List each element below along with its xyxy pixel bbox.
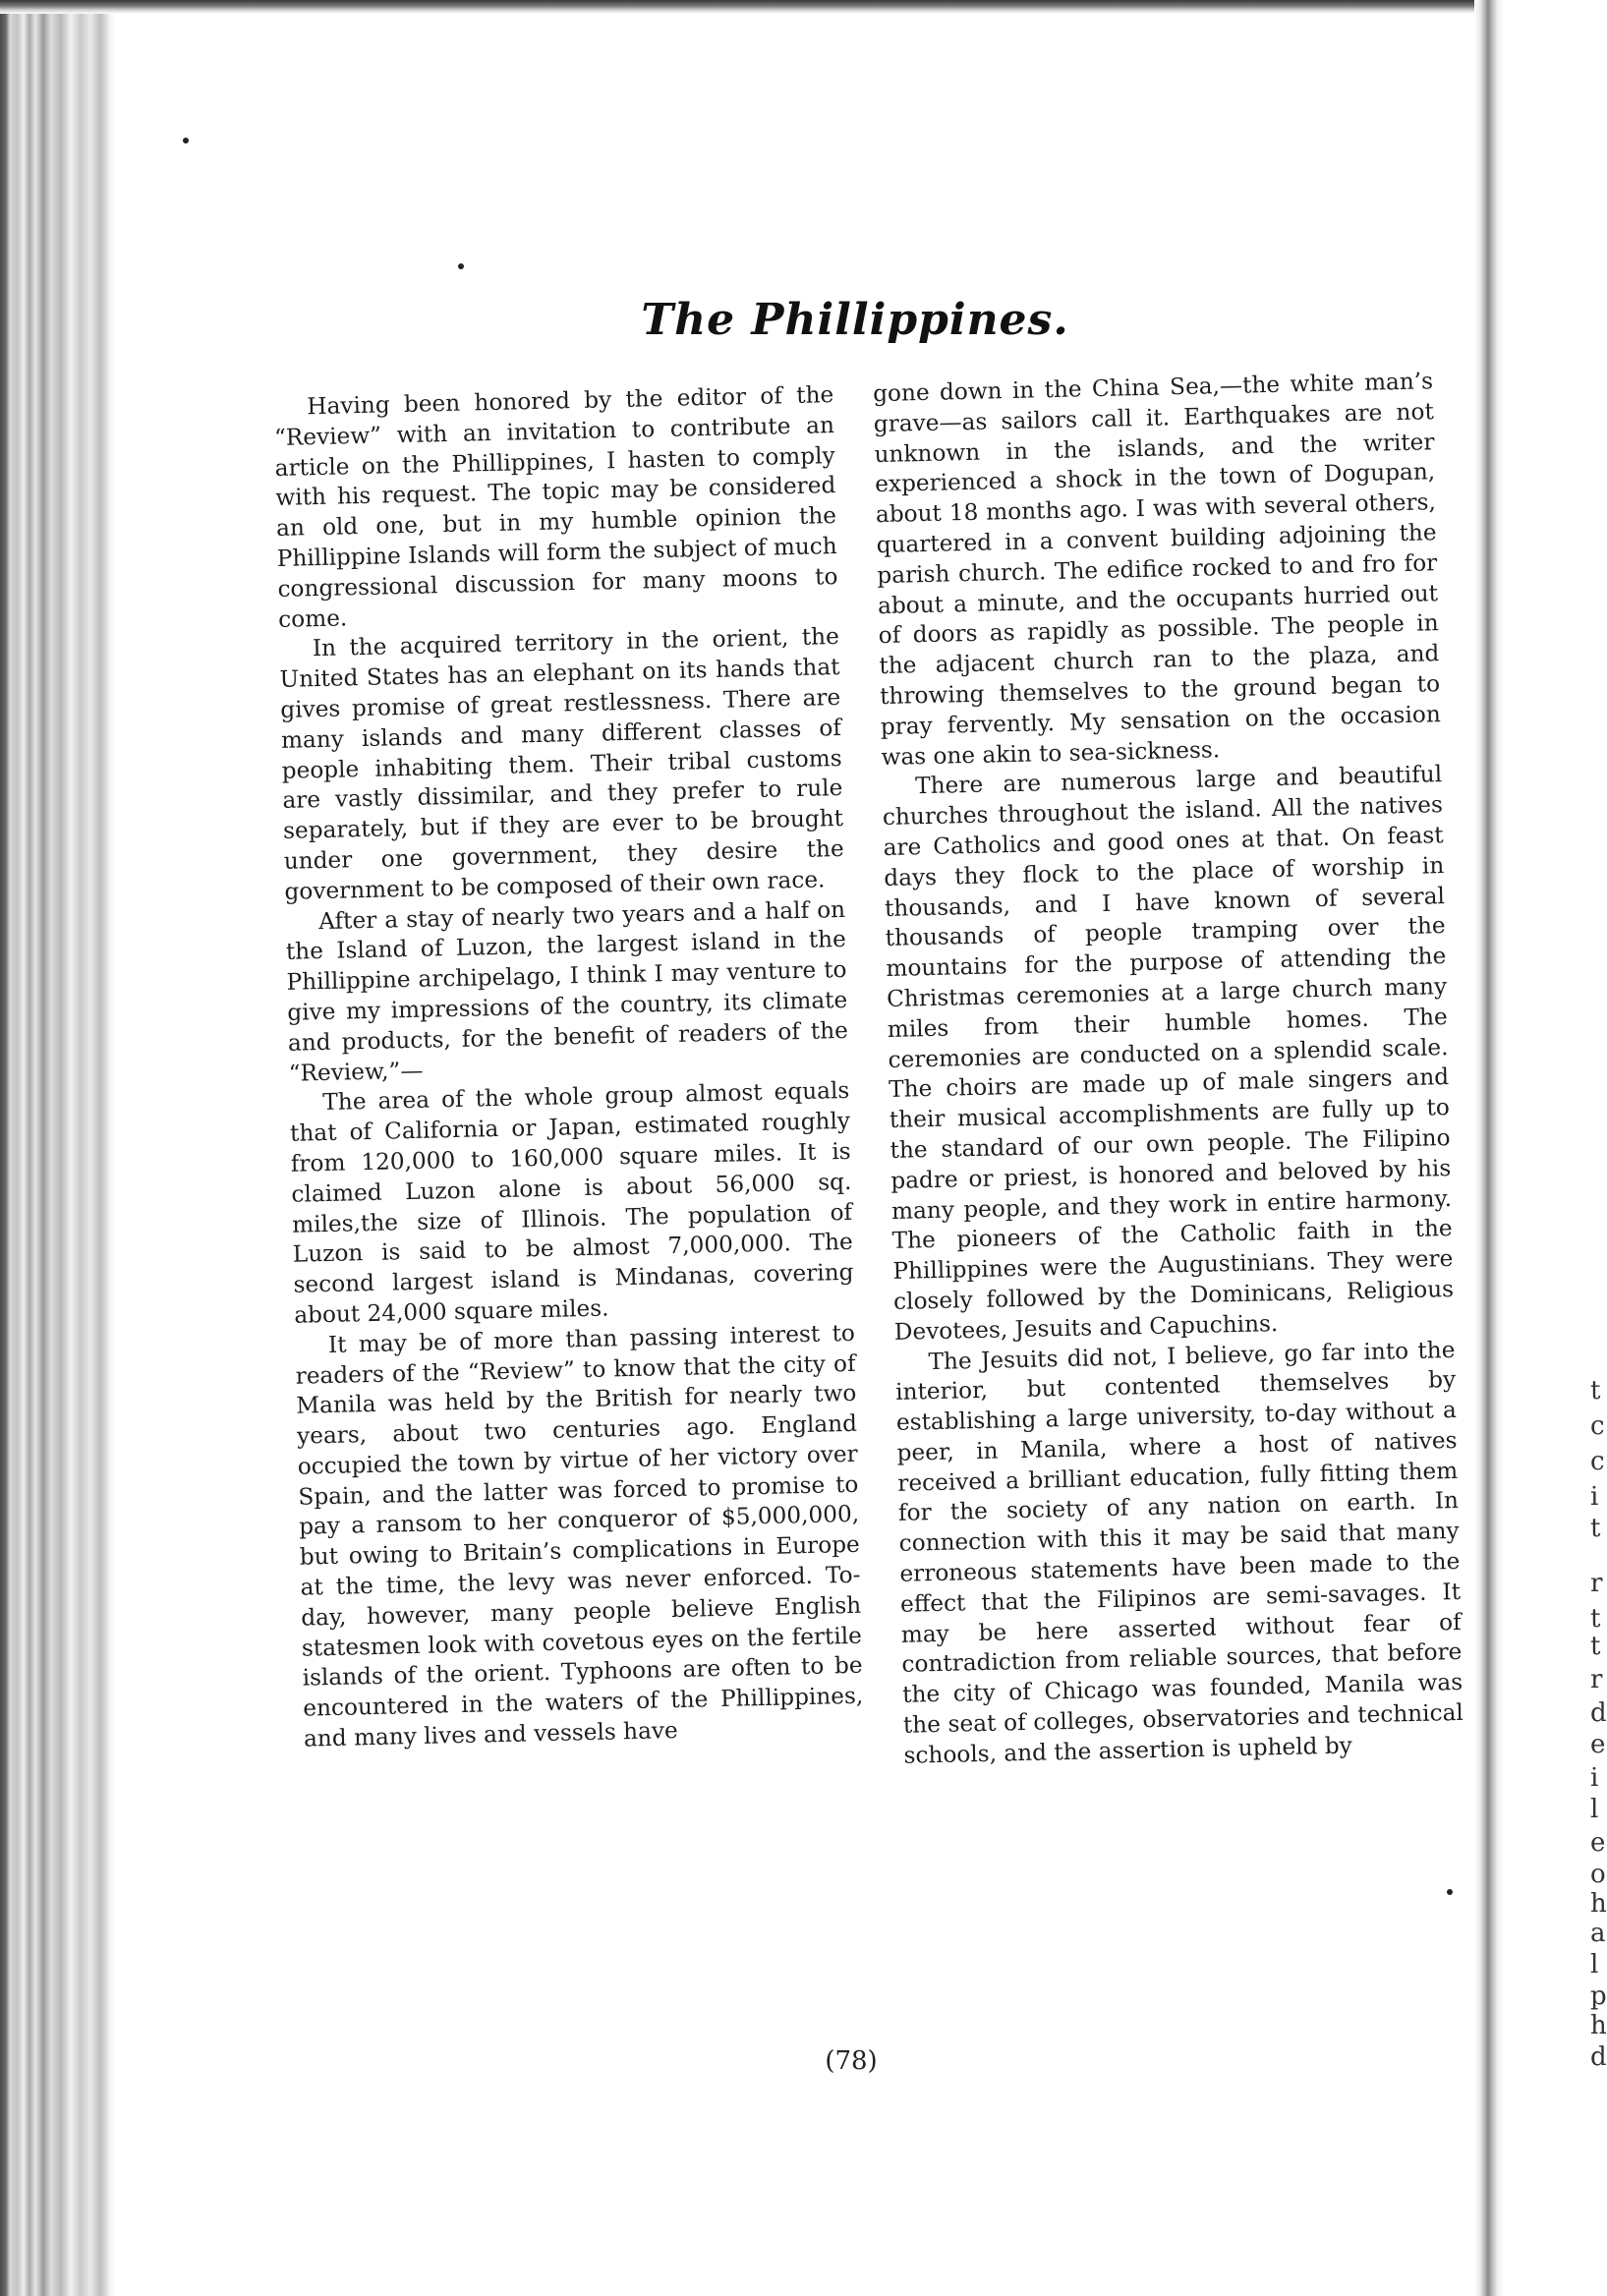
facing-page-letter: p — [1590, 1981, 1607, 2011]
facing-page-letter: i — [1590, 1763, 1599, 1793]
facing-page-letter: t — [1590, 1514, 1601, 1543]
facing-page-letter: l — [1590, 1795, 1599, 1824]
facing-page-letter: r — [1590, 1569, 1603, 1598]
paragraph: After a stay of nearly two years and a half on the Island of Luzon, the largest island in the Phillippine archipelago, I think I may venture to give my impressions of the country, its climate and products, for the benefit of readers of the “Review,”— — [285, 895, 849, 1087]
facing-page-letter: h — [1590, 1889, 1607, 1919]
paragraph: It may be of more than passing interest to readers of the “Review” to know that the city of Manila was held by the British for nearly two years, about two centuries ago. England occupied the town by virtue of her victory over Spain, and the latter was forced to promise to pay a ransom to her conqueror of $5,000,000, but owing to Britain’s complications in Europe at the time, the levy was never enforced. To-day, however, many people believe English statesmen look with covetous eyes on the fertile islands of the orient. Typhoons are often to be encountered in the waters of the Phillippines, and many lives and vessels have — [295, 1319, 864, 1752]
book-gutter-right — [1474, 0, 1604, 2296]
specks — [458, 263, 464, 269]
facing-page-letter: t — [1590, 1376, 1601, 1406]
facing-page-letter: i — [1590, 1482, 1599, 1512]
article-columns — [273, 367, 1464, 1785]
facing-page-letter: l — [1590, 1950, 1599, 1980]
page-number: (78) — [825, 2046, 878, 2076]
paragraph: The Jesuits did not, I believe, go far into the interior, but contented themselves by establishing a large university, to-day without a peer, in Manila, where a host of natives received a brilliant education, fully fitting them for the society of any nation on earth. In connection with this it may be said that many erroneous statements have been made to the effect that the Filipinos are semi-savages. It may be here asserted without fear of contradiction from reliable sources, that before the city of Chicago was founded, Manila was the seat of colleges, observatories and technical schools, and the assertion is upheld by — [894, 1336, 1464, 1769]
paragraph: There are numerous large and beautiful churches throughout the island. All the natives are Catholics and good ones at that. On feast days they flock to the place of worship in thousands, and I have known of several thousands of people tramping over the mountains for the purpose of attending the Christmas ceremonies at a large church many miles from their humble homes. The ceremonies are conducted on a splendid scale. The choirs are made up of male singers and their musical accomplishments are fully up to the standard of our own people. The Filipino padre or priest, is honored and beloved by his many people, and they work in entire harmony. The pioneers of the Catholic faith in the Phillippines were the Augustinians. They were closely followed by the Dominicans, Religious Devotees, Jesuits and Capuchins. — [882, 761, 1455, 1346]
facing-page-letter: c — [1590, 1447, 1605, 1476]
right-column — [873, 367, 1464, 1771]
facing-page-letter: d — [1590, 1698, 1607, 1728]
article-title: The Phillippines. — [641, 295, 1069, 345]
facing-page-letter: d — [1590, 2042, 1607, 2072]
facing-page-letter: o — [1590, 1860, 1606, 1889]
paragraph: Having been honored by the editor of the “Review” with an invitation to contribute an article on the Phillippines, I hasten to comply with his request. The topic may be considered an old one, but in my humble opinion the Phillippine Islands will form the subject of much congressional discussion for many moons to come. — [273, 381, 838, 633]
facing-page-letter: e — [1590, 1828, 1606, 1858]
facing-page-letter: h — [1590, 2011, 1607, 2040]
facing-page-letter: a — [1590, 1919, 1606, 1948]
book-edge-top — [0, 0, 1604, 14]
facing-page-letter: t — [1590, 1604, 1601, 1634]
specks — [1447, 1889, 1453, 1895]
specks — [183, 138, 189, 144]
left-column — [273, 380, 865, 1785]
facing-page-letter: t — [1590, 1632, 1601, 1661]
facing-page-letter: r — [1590, 1665, 1603, 1694]
paragraph: gone down in the China Sea,—the white man’s grave—as sailors call it. Earthquakes are not unknown in the islands, and the writer experienced a shock in the town of Dogupan, about 18 months ago. I was with several others, quartered in a convent building adjoining the parish church. The edifice rocked to and fro for about a minute, and the occupants hurried out of doors as rapidly as possible. The people in the adjacent church ran to the plaza, and throwing themselves to the ground began to pray fervently. My sensation on the occasion was one akin to sea-sickness. — [872, 368, 1442, 771]
facing-page-letter: c — [1590, 1411, 1605, 1441]
book-page-edges-left — [0, 0, 116, 2296]
paragraph: In the acquired territory in the orient, the United States has an elephant on its hands that gives promise of great restlessness. There are many islands and many different classes of people inhabiting them. Their tribal customs are vastly dissimilar, and they prefer to rule separately, but if they are ever to be brought under one government, they desire the government to be composed of their own race. — [279, 623, 844, 905]
paragraph: The area of the whole group almost equals that of California or Japan, estimated roughly from 120,000 to 160,000 square miles. It is claimed Luzon alone is about 56,000 sq. miles,the size of Illinois. The population of Luzon is said to be almost 7,000,000. The second largest island is Mindanas, covering about 24,000 square miles. — [289, 1077, 854, 1329]
facing-page-letter: e — [1590, 1730, 1606, 1759]
